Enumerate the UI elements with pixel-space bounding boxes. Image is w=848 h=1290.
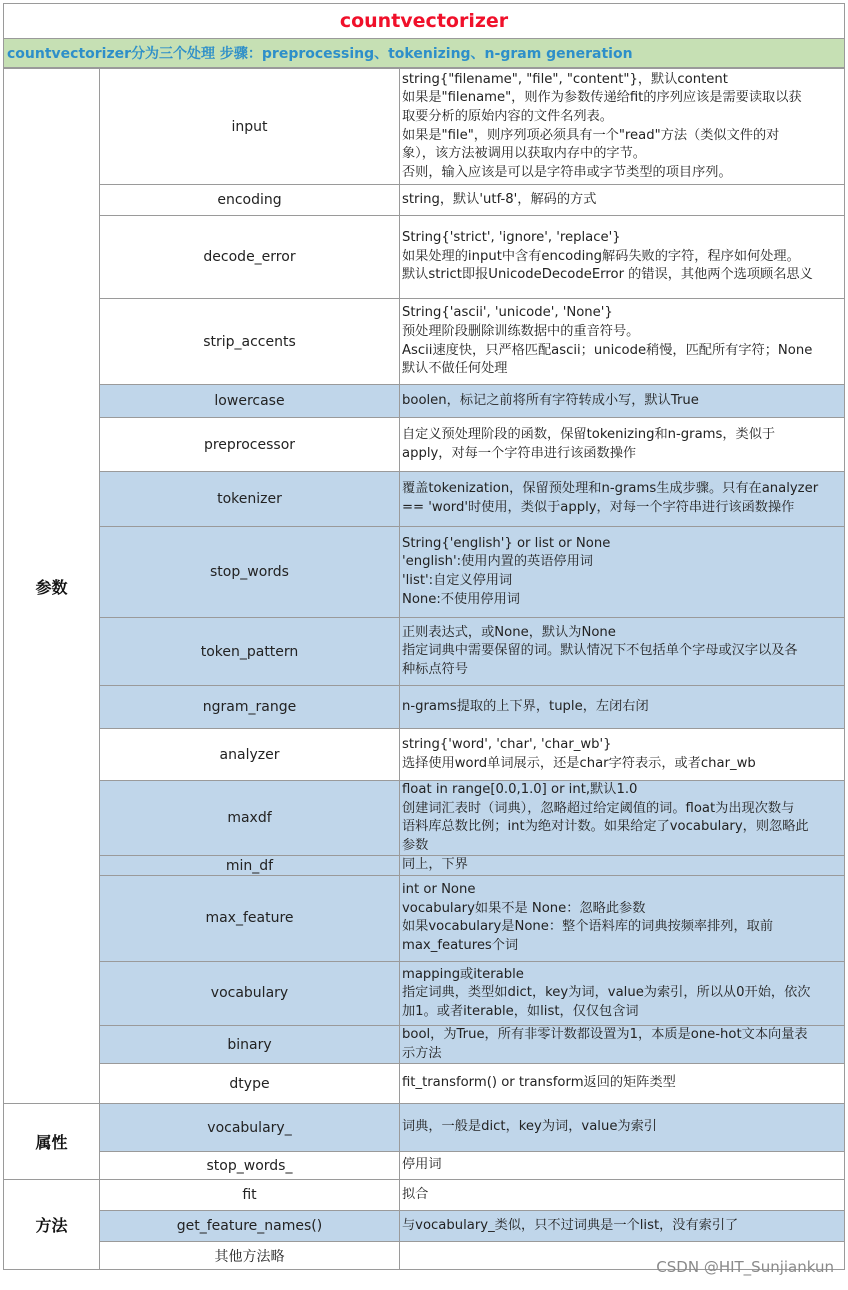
description-line: vocabulary如果不是 None：忽略此参数: [402, 900, 646, 916]
category-attrs: 属性: [4, 1104, 100, 1180]
param-description: [400, 385, 845, 418]
description-line: 停用词: [402, 1157, 442, 1173]
param-name: decode_error: [100, 216, 400, 299]
description-line: 如果是"file"，则序列项必须具有一个"read"方法（类似文件的对: [402, 127, 780, 143]
watermark: CSDN @HIT_Sunjiankun: [656, 1258, 834, 1276]
table-row: [4, 418, 845, 472]
description-line: == 'word'时使用，类似于apply，对每一个字符串进行该函数操作: [402, 500, 795, 515]
description-line: 指定词典中需要保留的词。默认情况下不包括单个字母或汉字以及各: [402, 643, 798, 659]
param-description: [400, 1211, 845, 1242]
param-name: input: [100, 69, 400, 185]
param-name: fit: [100, 1180, 400, 1211]
param-name: ngram_range: [100, 686, 400, 729]
param-name: min_df: [100, 856, 400, 876]
description-line: 选择使用word单词展示，还是char字符表示，或者char_wb: [402, 755, 756, 771]
param-description: [400, 1104, 845, 1152]
param-name: strip_accents: [100, 299, 400, 385]
param-description: [400, 527, 845, 618]
param-name: binary: [100, 1025, 400, 1063]
description-line: 否则，输入应该是可以是字符串或字节类型的项目序列。: [402, 164, 732, 180]
description-line: 'list':自定义停用词: [402, 573, 513, 588]
description-line: 创建词汇表时（词典），忽略超过给定阈值的词。float为出现次数与: [402, 800, 795, 816]
description-line: 自定义预处理阶段的函数，保留tokenizing和n-grams，类似于: [402, 426, 776, 442]
countvectorizer-table: [3, 3, 845, 1270]
description-line: string{'word', 'char', 'char_wb'}: [402, 736, 612, 752]
table-row: [4, 1025, 845, 1063]
description-line: mapping或iterable: [402, 966, 524, 982]
description-line: 预处理阶段删除训练数据中的重音符号。: [402, 323, 640, 339]
description-line: 默认strict即报UnicodeDecodeError 的错误，其他两个选项顾名思义: [402, 267, 813, 283]
param-description: [400, 1064, 845, 1104]
param-name: dtype: [100, 1064, 400, 1104]
description-line: boolen，标记之前将所有字符转成小写，默认True: [402, 392, 699, 408]
table-row: [4, 527, 845, 618]
description-line: 正则表达式，或None，默认为None: [402, 624, 616, 640]
param-description: [400, 1152, 845, 1180]
param-description: [400, 875, 845, 961]
description-line: max_features个词: [402, 938, 519, 954]
param-description: [400, 961, 845, 1025]
description-line: fit_transform() or transform返回的矩阵类型: [402, 1075, 676, 1091]
description-line: String{'ascii', 'unicode', 'None'}: [402, 305, 613, 321]
description-line: 示方法: [402, 1045, 442, 1061]
param-description: [400, 856, 845, 876]
table-row: [4, 1152, 845, 1180]
description-line: 词典，一般是dict，key为词，value为索引: [402, 1119, 657, 1135]
table-title: countvectorizer: [3, 3, 845, 38]
parameter-table: [3, 68, 845, 1270]
table-row: [4, 856, 845, 876]
category-methods: 方法: [4, 1180, 100, 1270]
description-line: Ascii速度快，只严格匹配ascii；unicode稍慢，匹配所有字符；None: [402, 342, 813, 358]
param-description: [400, 299, 845, 385]
description-line: string{"filename", "file", "content"}，默认content: [402, 71, 728, 87]
param-name: vocabulary: [100, 961, 400, 1025]
param-description: [400, 618, 845, 686]
summary-row: countvectorizer分为三个处理 步骤：preprocessing、tokenizing、n-gram generation: [3, 38, 845, 68]
table-row: [4, 1104, 845, 1152]
description-line: 加1。或者iterable，如list，仅仅包含词: [402, 1003, 639, 1019]
param-name: stop_words_: [100, 1152, 400, 1180]
param-description: [400, 418, 845, 472]
description-line: apply，对每一个字符串进行该函数操作: [402, 445, 637, 461]
table-row: [4, 69, 845, 185]
param-name: token_pattern: [100, 618, 400, 686]
table-row: [4, 618, 845, 686]
param-name: get_feature_names(): [100, 1211, 400, 1242]
param-name: maxdf: [100, 781, 400, 856]
description-line: float in range[0.0,1.0] or int,默认1.0: [402, 782, 638, 797]
description-line: 默认不做任何处理: [402, 361, 508, 377]
param-name: encoding: [100, 185, 400, 216]
param-description: [400, 1025, 845, 1063]
description-line: int or None: [402, 882, 476, 898]
description-line: 'english':使用内置的英语停用词: [402, 554, 593, 570]
table-row: [4, 216, 845, 299]
description-line: n-grams提取的上下界，tuple，左闭右闭: [402, 698, 649, 714]
description-line: None:不使用停用词: [402, 591, 520, 607]
description-line: string，默认'utf-8'，解码的方式: [402, 191, 597, 207]
table-row: [4, 299, 845, 385]
param-description: [400, 472, 845, 527]
description-line: 如果vocabulary是None：整个语料库的词典按频率排列，取前: [402, 919, 774, 935]
table-row: [4, 1211, 845, 1242]
table-row: [4, 185, 845, 216]
description-line: String{'strict', 'ignore', 'replace'}: [402, 230, 621, 246]
description-line: 指定词典，类型如dict，key为词，value为索引，所以从0开始，依次: [402, 985, 811, 1001]
table-row: [4, 961, 845, 1025]
description-line: String{'english'} or list or None: [402, 535, 611, 551]
description-line: 与vocabulary_类似，只不过词典是一个list，没有索引了: [402, 1217, 739, 1233]
table-row: [4, 1180, 845, 1211]
param-name: tokenizer: [100, 472, 400, 527]
param-name: stop_words: [100, 527, 400, 618]
param-name: preprocessor: [100, 418, 400, 472]
description-line: bool，为True，所有非零计数都设置为1，本质是one-hot文本向量表: [402, 1026, 808, 1042]
table-row: [4, 385, 845, 418]
table-row: [4, 1064, 845, 1104]
table-row: [4, 729, 845, 781]
category-params: 参数: [4, 69, 100, 1104]
description-line: 同上，下界: [402, 857, 468, 873]
param-name: max_feature: [100, 875, 400, 961]
table-row: [4, 781, 845, 856]
param-name: analyzer: [100, 729, 400, 781]
description-line: 象），该方法被调用以获取内存中的字节。: [402, 146, 646, 162]
description-line: 如果是"filename"，则作为参数传递给fit的序列应该是需要读取以获: [402, 90, 802, 106]
table-row: [4, 875, 845, 961]
param-description: [400, 1180, 845, 1211]
param-description: [400, 781, 845, 856]
description-line: 如果处理的input中含有encoding解码失败的字符，程序如何处理。: [402, 248, 800, 264]
description-line: 种标点符号: [402, 661, 468, 677]
table-row: [4, 472, 845, 527]
param-description: [400, 185, 845, 216]
param-description: [400, 69, 845, 185]
param-description: [400, 216, 845, 299]
description-line: 拟合: [402, 1186, 429, 1202]
description-line: 语料库总数比例；int为绝对计数。如果给定了vocabulary，则忽略此: [402, 819, 809, 835]
description-line: 覆盖tokenization，保留预处理和n-grams生成步骤。只有在analyzer: [402, 481, 819, 497]
param-description: [400, 729, 845, 781]
description-line: 参数: [402, 837, 429, 853]
param-name: 其他方法略: [100, 1242, 400, 1270]
param-description: [400, 686, 845, 729]
table-row: [4, 686, 845, 729]
description-line: 取要分析的原始内容的文件名列表。: [402, 108, 613, 124]
param-name: lowercase: [100, 385, 400, 418]
param-name: vocabulary_: [100, 1104, 400, 1152]
